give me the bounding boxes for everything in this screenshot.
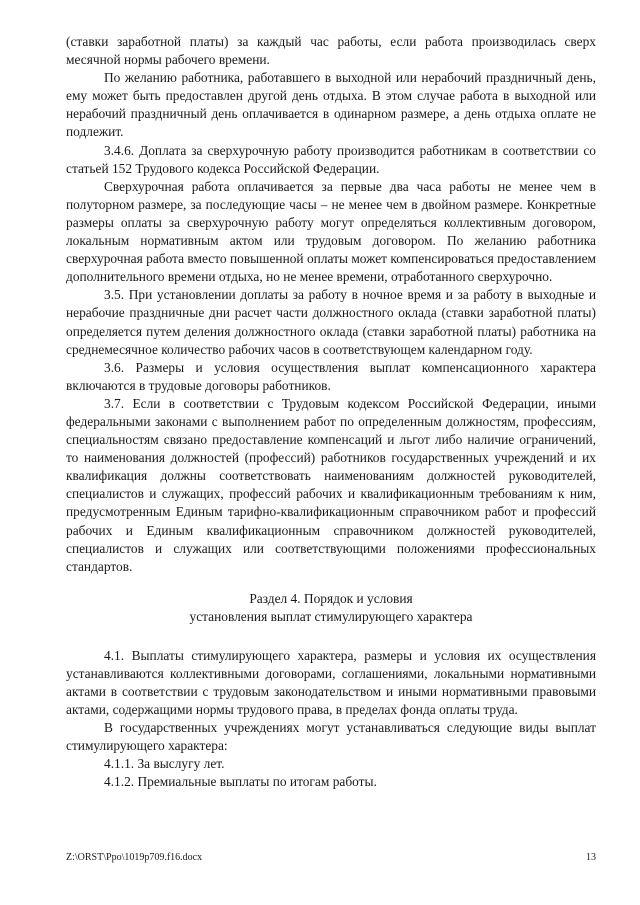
- paragraph-3-7: 3.7. Если в соответствии с Трудовым кодексом Российской Федерации, иными федеральными законами с выполнением работ по определенным должностям, профессиям, специальностям связано предоставление компенсаций и льгот либо наличие ограничений, то наименования должностей (профессий) работников государственных учреждений и их квалификация должны соответствовать наименованиям должностей руководителей, специалистов и служащих, профессий рабочих и квалификационным требованиям к ним, предусмотренным Единым тарифно-квалификационным справочником работ и профессий рабочих и Единым квалификационным справочником должностей руководителей, специалистов и служащих или соответствующими положениями профессиональных стандартов.: [66, 395, 596, 574]
- paragraph-overtime-pay: Сверхурочная работа оплачивается за первые два часа работы не менее чем в полуторном размере, за последующие часы – не менее чем в двойном размере. Конкретные размеры оплаты за сверхурочную работу могут определяться коллективным договором, локальным нормативным актом или трудовым договором. По желанию работника сверхурочная работа вместо повышенной оплаты может компенсироваться предоставлением дополнительного времени отдыха, но не менее времени, отработанного сверхурочно.: [66, 178, 596, 285]
- document-page: [66, 33, 596, 792]
- section-heading-line-1: Раздел 4. Порядок и условия: [249, 590, 413, 606]
- footer-page-number: 13: [586, 852, 596, 863]
- footer-file-path: Z:\ORST\Ppo\1019p709.f16.docx: [66, 852, 203, 863]
- paragraph-continuation: (ставки заработной платы) за каждый час работы, если работа производилась сверх месячной нормы рабочего времени.: [66, 34, 596, 68]
- paragraph-3-4-6: 3.4.6. Доплата за сверхурочную работу производится работникам в соответствии со статьей 152 Трудового кодекса Российской Федерации.: [66, 142, 596, 176]
- paragraph-3-6: 3.6. Размеры и условия осуществления выплат компенсационного характера включаются в трудовые договоры работников.: [66, 359, 596, 393]
- section-4-heading: [66, 590, 596, 627]
- paragraph-4-1: 4.1. Выплаты стимулирующего характера, размеры и условия их осуществления устанавливаются коллективными договорами, соглашениями, локальными нормативными актами в соответствии с трудовым законодательством и иными нормативными правовыми актами, содержащими нормы трудового права, в пределах фонда оплаты труда.: [66, 647, 596, 718]
- paragraph-incentive-types: В государственных учреждениях могут устанавливаться следующие виды выплат стимулирующего характера:: [66, 720, 596, 754]
- paragraph-day-off-option: По желанию работника, работавшего в выходной или нерабочий праздничный день, ему может быть предоставлен другой день отдыха. В этом случае работа в выходной или нерабочий праздничный день оплачивается в одинарном размере, а день отдыха оплате не подлежит.: [66, 70, 596, 140]
- page-footer: [66, 852, 596, 864]
- paragraph-3-5: 3.5. При установлении доплаты за работу в ночное время и за работу в выходные и нерабочие праздничные дни расчет части должностного оклада (ставки заработной платы) определяется путем деления должностного оклада (ставки заработной платы) работника на среднемесячное количество рабочих часов в соответствующем календарном году.: [66, 287, 596, 357]
- paragraph-4-1-1: 4.1.1. За выслугу лет.: [104, 756, 225, 772]
- section-heading-line-2: установления выплат стимулирующего характера: [189, 609, 473, 625]
- paragraph-4-1-2: 4.1.2. Премиальные выплаты по итогам работы.: [104, 774, 377, 790]
